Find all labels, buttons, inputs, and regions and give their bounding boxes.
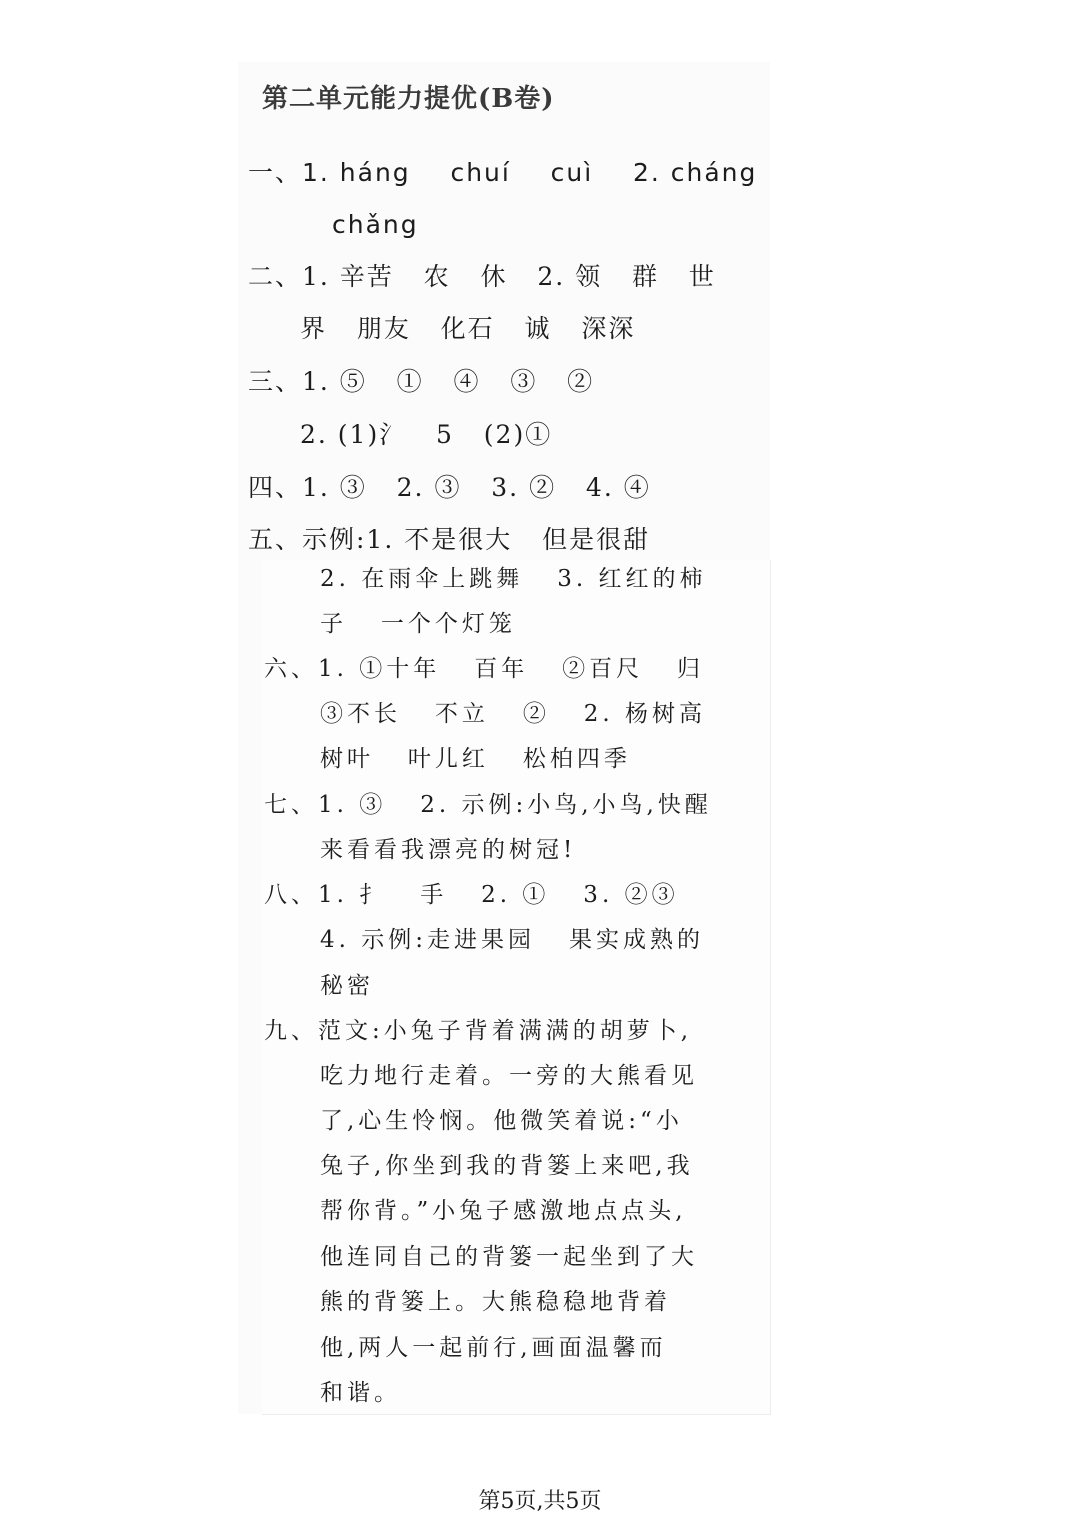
answer-3-line-1: 三、1. ⑤ ① ④ ③ ② (248, 367, 595, 396)
page-title: 第二单元能力提优(B卷) (262, 84, 555, 114)
answer-9-line-5: 帮你背。”小兔子感激地点点头, (320, 1198, 687, 1224)
answer-6-line-1: 六、1. ①十年 百年 ②百尺 归 (264, 656, 705, 682)
answer-9-line-1: 九、范文:小兔子背着满满的胡萝卜, (264, 1018, 693, 1044)
answer-8-line-1: 八、1. 扌 手 2. ① 3. ②③ (264, 882, 679, 908)
answer-1-line-2: chǎng (332, 210, 419, 239)
answer-5-line-1: 五、示例:1. 不是很大 但是很甜 (248, 525, 651, 554)
answer-9-line-4: 兔子,你坐到我的背篓上来吧,我 (320, 1153, 694, 1179)
answer-8-line-3: 秘密 (320, 973, 374, 999)
answer-3-line-2: 2. (1)氵 5 (2)① (300, 420, 553, 449)
answer-7-line-2: 来看看我漂亮的树冠! (320, 837, 577, 863)
answer-2-line-2: 界 朋友 化石 诚 深深 (300, 314, 636, 343)
answer-2-line-1: 二、1. 辛苦 农 休 2. 领 群 世 (248, 262, 716, 291)
answer-8-line-2: 4. 示例:走进果园 果实成熟的 (320, 927, 704, 953)
answer-9-line-6: 他连同自己的背篓一起坐到了大 (320, 1244, 698, 1270)
answer-5-line-2: 2. 在雨伞上跳舞 3. 红红的柿 (320, 566, 707, 592)
page-number-footer: 第5页,共5页 (478, 1489, 602, 1514)
answer-9-line-7: 熊的背篓上。大熊稳稳地背着 (320, 1289, 671, 1315)
answer-6-line-3: 树叶 叶儿红 松柏四季 (320, 746, 631, 772)
answer-9-line-9: 和谐。 (320, 1380, 401, 1406)
answer-5-line-3: 子 一个个灯笼 (320, 611, 516, 637)
answer-9-line-8: 他,两人一起前行,画面温馨而 (320, 1335, 667, 1361)
answer-4-line-1: 四、1. ③ 2. ③ 3. ② 4. ④ (248, 473, 651, 502)
answer-6-line-2: ③不长 不立 ② 2. 杨树高 (320, 701, 707, 727)
answer-1-line-1: 一、1. háng chuí cuì 2. cháng (248, 158, 758, 187)
answer-9-line-3: 了,心生怜悯。他微笑着说:“小 (320, 1108, 683, 1134)
answer-7-line-1: 七、1. ③ 2. 示例:小鸟,小鸟,快醒 (264, 792, 712, 818)
answer-9-line-2: 吃力地行走着。一旁的大熊看见 (320, 1063, 698, 1089)
